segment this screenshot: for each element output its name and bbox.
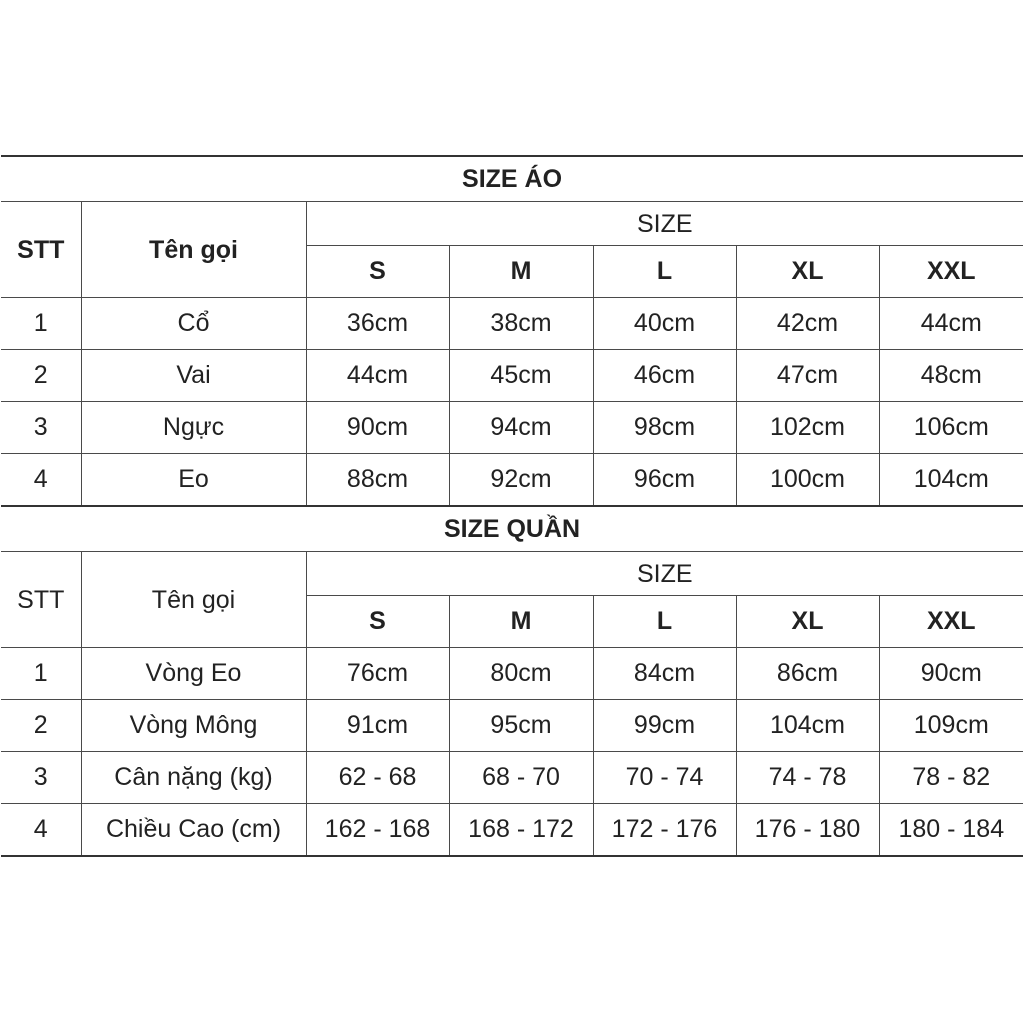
row-stt: 2 bbox=[1, 350, 81, 402]
table-row bbox=[1, 752, 1023, 804]
row-value: 44cm bbox=[879, 298, 1023, 350]
row-value: 162 - 168 bbox=[306, 804, 449, 857]
row-value: 90cm bbox=[306, 402, 449, 454]
pants-name-header: Tên gọi bbox=[81, 552, 306, 648]
row-name: Vòng Eo bbox=[81, 648, 306, 700]
row-stt: 1 bbox=[1, 298, 81, 350]
row-value: 94cm bbox=[449, 402, 593, 454]
row-value: 99cm bbox=[593, 700, 736, 752]
row-stt: 4 bbox=[1, 454, 81, 507]
row-name: Ngực bbox=[81, 402, 306, 454]
shirt-size-xl: XL bbox=[736, 246, 879, 298]
table-row bbox=[1, 700, 1023, 752]
row-value: 70 - 74 bbox=[593, 752, 736, 804]
row-name: Cân nặng (kg) bbox=[81, 752, 306, 804]
shirt-size-xxl: XXL bbox=[879, 246, 1023, 298]
row-stt: 3 bbox=[1, 752, 81, 804]
pants-stt-header: STT bbox=[1, 552, 81, 648]
row-value: 40cm bbox=[593, 298, 736, 350]
row-name: Eo bbox=[81, 454, 306, 507]
shirt-name-header: Tên gọi bbox=[81, 202, 306, 298]
row-value: 90cm bbox=[879, 648, 1023, 700]
row-value: 91cm bbox=[306, 700, 449, 752]
table-row bbox=[1, 804, 1023, 857]
pants-section-title: SIZE QUẦN bbox=[1, 506, 1023, 552]
row-value: 84cm bbox=[593, 648, 736, 700]
row-name: Cổ bbox=[81, 298, 306, 350]
row-value: 76cm bbox=[306, 648, 449, 700]
row-value: 104cm bbox=[879, 454, 1023, 507]
pants-size-s: S bbox=[306, 596, 449, 648]
row-stt: 4 bbox=[1, 804, 81, 857]
row-name: Chiều Cao (cm) bbox=[81, 804, 306, 857]
table-row bbox=[1, 402, 1023, 454]
pants-size-xxl: XXL bbox=[879, 596, 1023, 648]
pants-size-l: L bbox=[593, 596, 736, 648]
table-row bbox=[1, 454, 1023, 507]
shirt-stt-header: STT bbox=[1, 202, 81, 298]
pants-size-header: SIZE bbox=[306, 552, 1023, 596]
row-value: 88cm bbox=[306, 454, 449, 507]
row-value: 36cm bbox=[306, 298, 449, 350]
row-stt: 2 bbox=[1, 700, 81, 752]
table-row bbox=[1, 350, 1023, 402]
row-value: 42cm bbox=[736, 298, 879, 350]
shirt-size-header: SIZE bbox=[306, 202, 1023, 246]
row-value: 44cm bbox=[306, 350, 449, 402]
row-value: 46cm bbox=[593, 350, 736, 402]
shirt-title-row bbox=[1, 156, 1023, 202]
pants-header-row bbox=[1, 552, 1023, 596]
row-stt: 1 bbox=[1, 648, 81, 700]
row-value: 102cm bbox=[736, 402, 879, 454]
row-value: 172 - 176 bbox=[593, 804, 736, 857]
pants-size-m: M bbox=[449, 596, 593, 648]
row-value: 86cm bbox=[736, 648, 879, 700]
row-value: 96cm bbox=[593, 454, 736, 507]
row-name: Vai bbox=[81, 350, 306, 402]
row-value: 74 - 78 bbox=[736, 752, 879, 804]
row-value: 98cm bbox=[593, 402, 736, 454]
table-row bbox=[1, 298, 1023, 350]
row-value: 168 - 172 bbox=[449, 804, 593, 857]
shirt-size-l: L bbox=[593, 246, 736, 298]
pants-size-xl: XL bbox=[736, 596, 879, 648]
row-value: 109cm bbox=[879, 700, 1023, 752]
row-name: Vòng Mông bbox=[81, 700, 306, 752]
shirt-section-title: SIZE ÁO bbox=[1, 156, 1023, 202]
pants-title-row bbox=[1, 506, 1023, 552]
row-value: 80cm bbox=[449, 648, 593, 700]
row-value: 78 - 82 bbox=[879, 752, 1023, 804]
row-value: 47cm bbox=[736, 350, 879, 402]
row-value: 38cm bbox=[449, 298, 593, 350]
row-value: 95cm bbox=[449, 700, 593, 752]
shirt-size-s: S bbox=[306, 246, 449, 298]
row-stt: 3 bbox=[1, 402, 81, 454]
table-row bbox=[1, 648, 1023, 700]
shirt-size-m: M bbox=[449, 246, 593, 298]
row-value: 106cm bbox=[879, 402, 1023, 454]
row-value: 68 - 70 bbox=[449, 752, 593, 804]
size-chart-table bbox=[1, 155, 1023, 857]
row-value: 48cm bbox=[879, 350, 1023, 402]
row-value: 104cm bbox=[736, 700, 879, 752]
shirt-header-row bbox=[1, 202, 1023, 246]
row-value: 180 - 184 bbox=[879, 804, 1023, 857]
row-value: 62 - 68 bbox=[306, 752, 449, 804]
row-value: 100cm bbox=[736, 454, 879, 507]
row-value: 92cm bbox=[449, 454, 593, 507]
row-value: 176 - 180 bbox=[736, 804, 879, 857]
row-value: 45cm bbox=[449, 350, 593, 402]
